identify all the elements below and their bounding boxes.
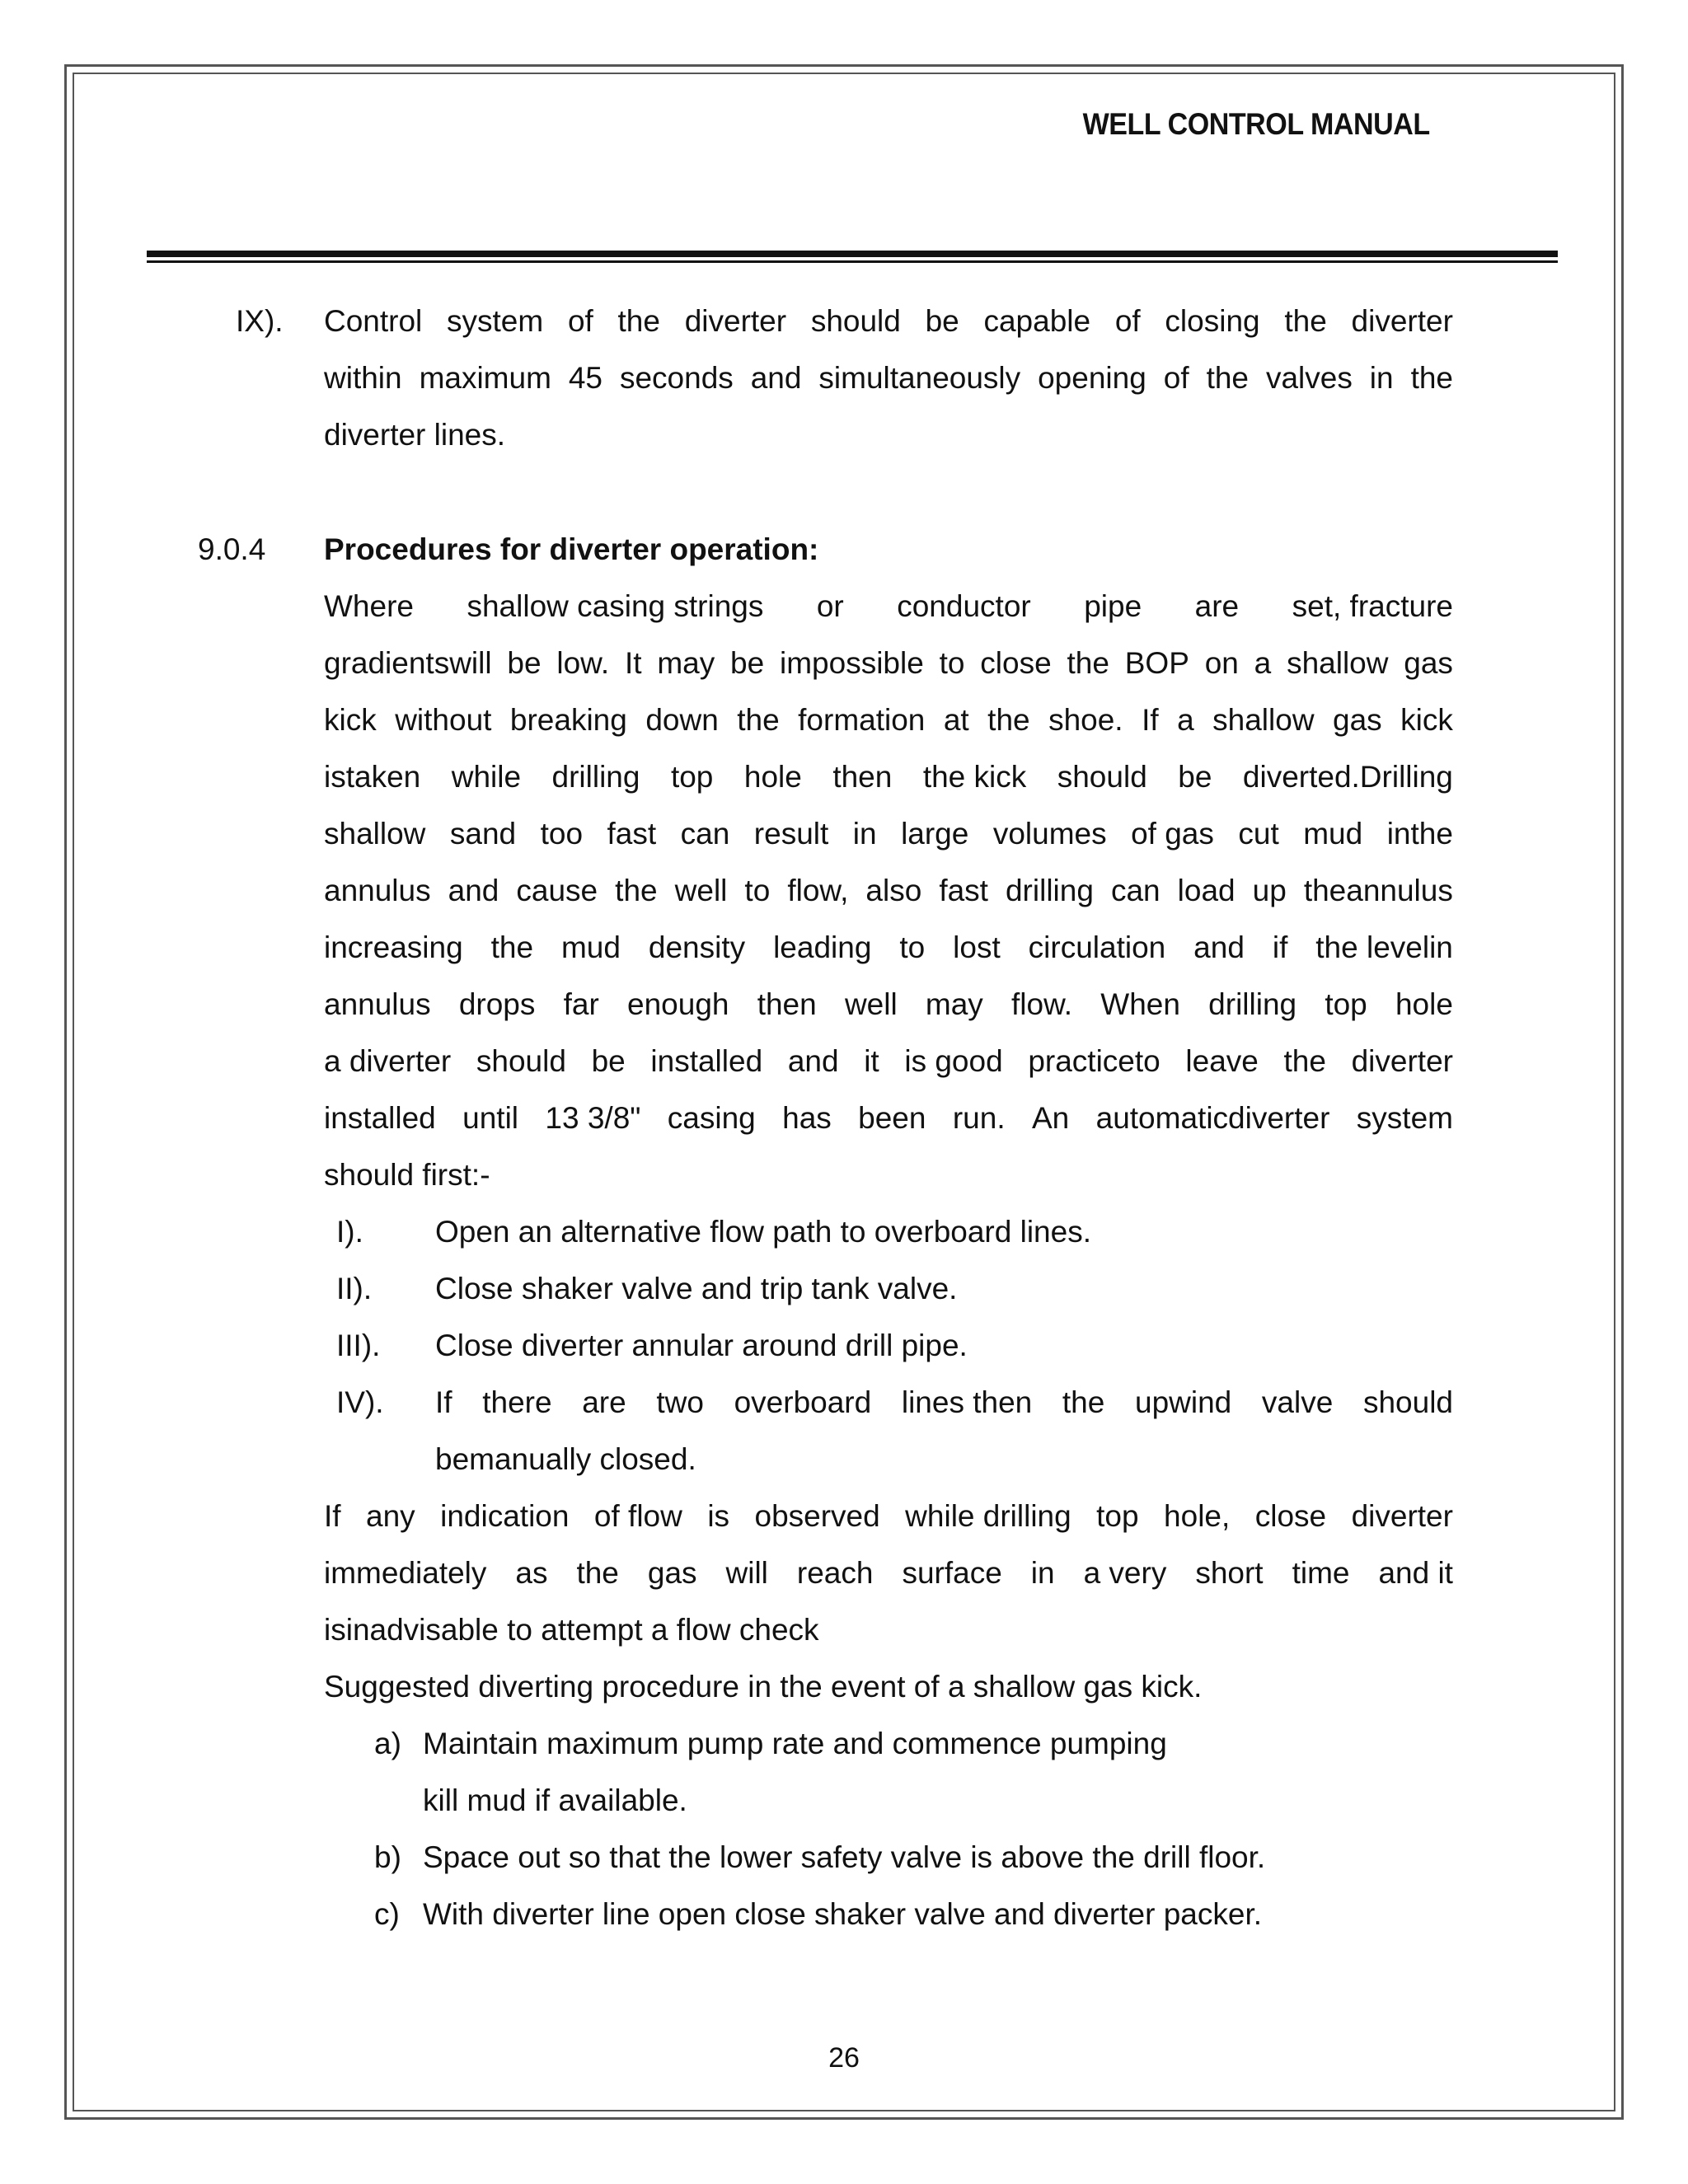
word: should <box>810 304 901 338</box>
roman-item-2-text: Close shaker valve and trip tank valve. <box>435 1272 958 1305</box>
para2-line-1 <box>324 1498 1453 1535</box>
word: lines then <box>901 1385 1033 1419</box>
word: the <box>1284 304 1327 338</box>
word: annulus <box>324 874 431 907</box>
word: breaking <box>509 703 627 737</box>
word: immediately <box>324 1556 487 1590</box>
word: shallow casing strings <box>467 589 764 623</box>
section-number: 9.0.4 <box>198 532 266 566</box>
word: close <box>980 646 1052 680</box>
paragraph-line-10 <box>324 1100 1453 1137</box>
word: drilling <box>1005 874 1094 907</box>
word: 13 3/8" <box>545 1101 641 1135</box>
word: diverter <box>1351 1044 1453 1078</box>
word: closing <box>1165 304 1260 338</box>
word: well <box>844 987 898 1021</box>
word: also <box>865 874 922 907</box>
roman-item-2-marker: II). <box>336 1272 373 1305</box>
roman-item-3-text: Close diverter annular around drill pipe. <box>435 1329 968 1362</box>
roman-item-4-marker: IV). <box>336 1385 384 1419</box>
word: be <box>925 304 959 338</box>
word: large <box>901 817 969 851</box>
word: It <box>624 646 642 680</box>
word: top <box>1096 1499 1139 1533</box>
word: be <box>1178 760 1212 794</box>
word: If <box>1142 703 1159 737</box>
word: to <box>744 874 771 907</box>
suggested-procedure-intro: Suggested diverting procedure in the event of a shallow gas kick. <box>324 1670 1203 1704</box>
word: formation <box>798 703 926 737</box>
word: kick <box>324 703 377 737</box>
word: impossible <box>780 646 924 680</box>
word: observed <box>754 1499 880 1533</box>
word: flow, <box>787 874 849 907</box>
word: to <box>899 930 926 964</box>
word: in <box>852 817 877 851</box>
word: the <box>1062 1385 1105 1419</box>
paragraph-line-5 <box>324 816 1453 852</box>
word: diverted.Drilling <box>1242 760 1453 794</box>
word: the <box>737 703 780 737</box>
word: cause <box>516 874 598 907</box>
roman-item-4-text-cont: bemanually closed. <box>435 1442 696 1476</box>
word: far <box>563 987 599 1021</box>
word: circulation <box>1028 930 1166 964</box>
word: If <box>324 1499 341 1533</box>
word: shallow <box>324 817 426 851</box>
word: gas <box>1333 703 1382 737</box>
paragraph-line-8 <box>324 987 1453 1023</box>
word: and <box>750 361 802 395</box>
roman-item-1-text: Open an alternative flow path to overboard lines. <box>435 1215 1091 1249</box>
para2-line-3: isinadvisable to attempt a flow check <box>324 1613 819 1647</box>
word: and <box>448 874 499 907</box>
word: shallow <box>1287 646 1389 680</box>
para2-line-2 <box>324 1555 1453 1591</box>
word: be <box>507 646 542 680</box>
word: casing <box>667 1101 756 1135</box>
word: indication <box>440 1499 570 1533</box>
word: the kick <box>922 760 1027 794</box>
word: density <box>648 930 746 964</box>
word: lost <box>953 930 1001 964</box>
alpha-item-c-marker: c) <box>374 1897 400 1931</box>
word: gas <box>1404 646 1453 680</box>
word: maximum <box>419 361 551 395</box>
word: top <box>1325 987 1367 1021</box>
item-ix-line-2 <box>324 360 1453 396</box>
word: fast <box>607 817 657 851</box>
word: inthe <box>1386 817 1453 851</box>
word: can <box>1110 874 1160 907</box>
item-ix-line-3: diverter lines. <box>324 418 506 452</box>
word: without <box>395 703 492 737</box>
word: or <box>816 589 844 623</box>
word: of flow <box>593 1499 682 1533</box>
word: on <box>1204 646 1239 680</box>
word: in <box>1030 1556 1055 1590</box>
word: shallow <box>1212 703 1315 737</box>
word: set, fracture <box>1292 589 1453 623</box>
word: leave <box>1185 1044 1259 1078</box>
word: Control <box>324 304 423 338</box>
paragraph-line-2 <box>324 645 1453 682</box>
word: the <box>1206 361 1249 395</box>
word: 45 <box>568 361 603 395</box>
word: of <box>567 304 593 338</box>
header-title: WELL CONTROL MANUAL <box>1082 107 1430 141</box>
word: there <box>482 1385 552 1419</box>
word: a diverter <box>324 1044 452 1078</box>
word: diverter <box>1351 1499 1453 1533</box>
word: cut <box>1238 817 1279 851</box>
word: load <box>1177 874 1236 907</box>
word: within <box>324 361 402 395</box>
word: kick <box>1400 703 1453 737</box>
alpha-item-b-marker: b) <box>374 1840 401 1874</box>
word: the <box>615 874 658 907</box>
word: theannulus <box>1303 874 1453 907</box>
paragraph-line-1 <box>324 588 1453 625</box>
word: shoe. <box>1048 703 1123 737</box>
word: An <box>1031 1101 1070 1135</box>
word: of <box>1163 361 1189 395</box>
word: system <box>447 304 544 338</box>
alpha-item-c-text: With diverter line open close shaker valve and diverter packer. <box>423 1897 1263 1931</box>
word: and <box>787 1044 839 1078</box>
word: enough <box>627 987 729 1021</box>
word: any <box>366 1499 415 1533</box>
word: while <box>451 760 522 794</box>
word: will <box>725 1556 768 1590</box>
word: run. <box>952 1101 1006 1135</box>
word: annulus <box>324 987 431 1021</box>
word: at <box>943 703 969 737</box>
paragraph-line-9 <box>324 1043 1453 1080</box>
item-ix-line-1 <box>324 303 1453 340</box>
word: the levelin <box>1315 930 1453 964</box>
word: is <box>707 1499 730 1533</box>
word: the <box>617 304 660 338</box>
word: may <box>925 987 983 1021</box>
word: may <box>657 646 715 680</box>
word: two <box>656 1385 704 1419</box>
word: should <box>1057 760 1147 794</box>
word: a <box>1177 703 1194 737</box>
word: a <box>1254 646 1272 680</box>
word: increasing <box>324 930 463 964</box>
word: and it <box>1378 1556 1453 1590</box>
word: simultaneously <box>818 361 1021 395</box>
paragraph-line-7 <box>324 930 1453 966</box>
word: too <box>540 817 584 851</box>
word: as <box>515 1556 548 1590</box>
word: sand <box>449 817 517 851</box>
word: the <box>1067 646 1109 680</box>
word: hole, <box>1164 1499 1231 1533</box>
word: and <box>1193 930 1245 964</box>
word: well <box>674 874 728 907</box>
word: overboard <box>734 1385 872 1419</box>
roman-item-1-marker: I). <box>336 1215 363 1249</box>
word: time <box>1292 1556 1350 1590</box>
word: the <box>1410 361 1453 395</box>
word: drops <box>458 987 536 1021</box>
word: valve <box>1261 1385 1334 1419</box>
word: the <box>1283 1044 1326 1078</box>
word: gradientswill <box>324 646 492 680</box>
word: pipe <box>1084 589 1142 623</box>
word: are <box>582 1385 626 1419</box>
roman-item-3-marker: III). <box>336 1329 381 1362</box>
word: the <box>490 930 534 964</box>
word: mud <box>560 930 621 964</box>
word: practiceto <box>1028 1044 1160 1078</box>
paragraph-line-4 <box>324 759 1453 795</box>
word: conductor <box>897 589 1031 623</box>
word: installed <box>324 1101 436 1135</box>
word: a very <box>1083 1556 1167 1590</box>
word: low. <box>556 646 610 680</box>
word: up <box>1252 874 1287 907</box>
word: close <box>1254 1499 1327 1533</box>
word: mud <box>1303 817 1363 851</box>
word: If <box>435 1385 452 1419</box>
word: while drilling <box>905 1499 1071 1533</box>
word: valves <box>1265 361 1353 395</box>
word: it <box>864 1044 879 1078</box>
section-title: Procedures for diverter operation: <box>324 532 819 566</box>
word: then <box>832 760 893 794</box>
word: flow. <box>1011 987 1073 1021</box>
roman-item-4-text <box>435 1385 1453 1421</box>
word: to <box>939 646 965 680</box>
word: system <box>1356 1101 1453 1135</box>
word: fast <box>939 874 988 907</box>
word: gas <box>647 1556 697 1590</box>
word: until <box>462 1101 519 1135</box>
alpha-item-a-text: Maintain maximum pump rate and commence pumping <box>423 1727 1167 1760</box>
word: surface <box>902 1556 1002 1590</box>
word: be <box>730 646 765 680</box>
word: diverter <box>1351 304 1453 338</box>
word: automaticdiverter <box>1095 1101 1330 1135</box>
word: the <box>987 703 1030 737</box>
header-rule-thick <box>147 251 1558 257</box>
word: opening <box>1038 361 1146 395</box>
word: are <box>1194 589 1240 623</box>
word: has <box>782 1101 832 1135</box>
word: capable <box>983 304 1091 338</box>
paragraph-line-11: should first:- <box>324 1158 490 1192</box>
paragraph-line-3 <box>324 702 1453 738</box>
word: top <box>670 760 714 794</box>
word: is good <box>904 1044 1003 1078</box>
word: hole <box>1395 987 1453 1021</box>
word: be <box>591 1044 626 1078</box>
word: reach <box>796 1556 874 1590</box>
word: BOP <box>1124 646 1189 680</box>
word: seconds <box>619 361 734 395</box>
word: should <box>476 1044 566 1078</box>
word: diverter <box>684 304 787 338</box>
word: drilling <box>1208 987 1297 1021</box>
word: then <box>757 987 817 1021</box>
alpha-item-b-text: Space out so that the lower safety valve is above the drill floor. <box>423 1840 1266 1874</box>
word: When <box>1100 987 1180 1021</box>
word: hole <box>743 760 802 794</box>
word: of gas <box>1131 817 1214 851</box>
word: can <box>680 817 730 851</box>
word: leading <box>773 930 872 964</box>
word: in <box>1369 361 1394 395</box>
word: volumes <box>992 817 1107 851</box>
alpha-item-a-marker: a) <box>374 1727 401 1760</box>
page-number: 26 <box>828 2042 860 2074</box>
word: drilling <box>551 760 640 794</box>
alpha-item-a-text-cont: kill mud if available. <box>423 1783 687 1817</box>
word: upwind <box>1135 1385 1232 1419</box>
word: down <box>645 703 719 737</box>
paragraph-line-6 <box>324 873 1453 909</box>
word: installed <box>650 1044 763 1078</box>
word: istaken <box>324 760 421 794</box>
word: of <box>1114 304 1141 338</box>
item-ix-marker: IX). <box>236 304 284 338</box>
word: been <box>858 1101 926 1135</box>
word: if <box>1272 930 1288 964</box>
word: Where <box>324 589 414 623</box>
word: result <box>753 817 829 851</box>
word: the <box>576 1556 619 1590</box>
header-rule-thin <box>147 260 1558 263</box>
word: should <box>1362 1385 1453 1419</box>
word: short <box>1195 1556 1264 1590</box>
